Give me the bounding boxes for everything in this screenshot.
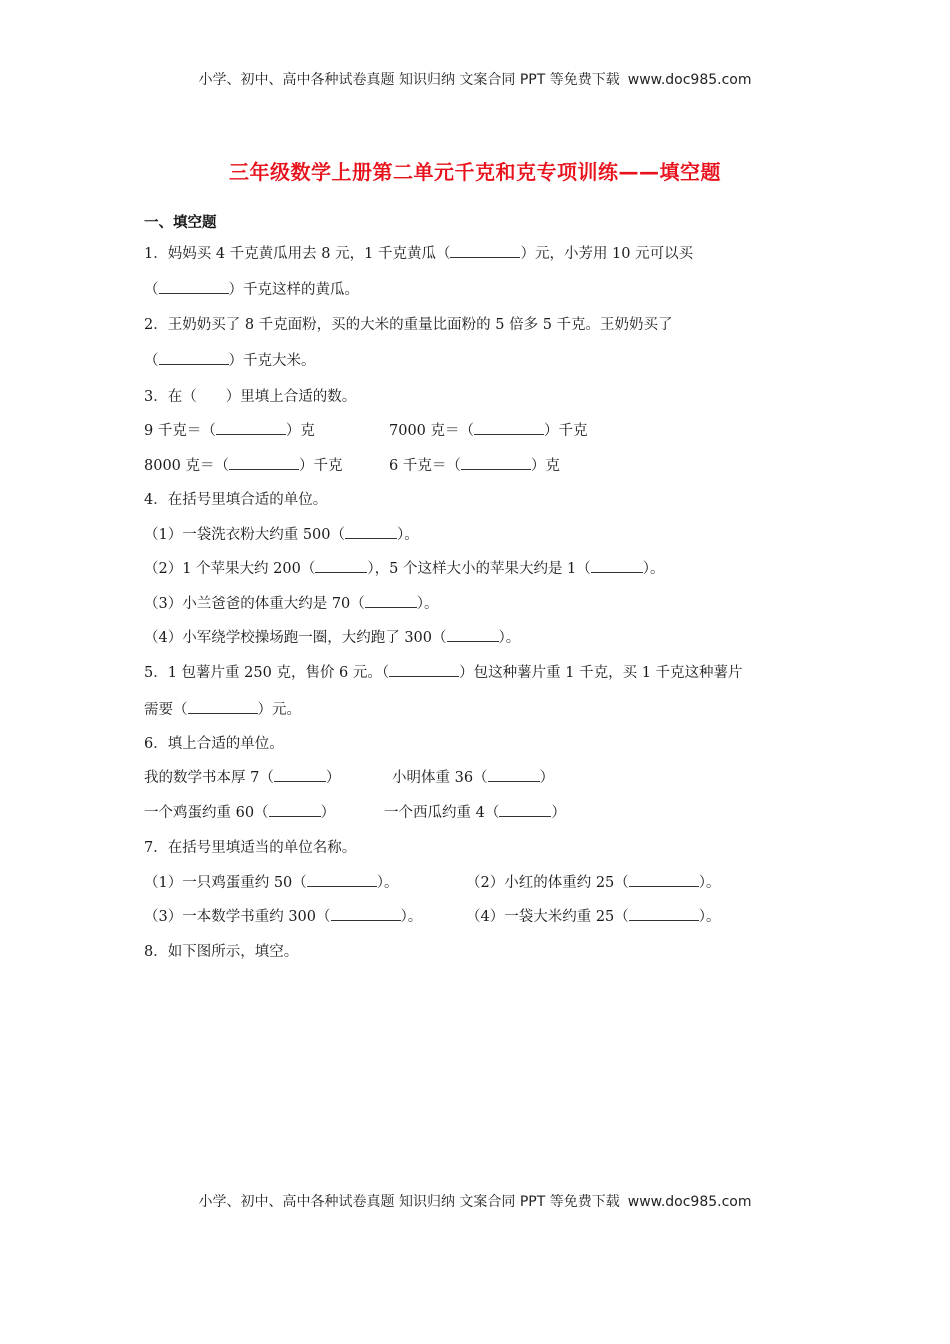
q7-item3-post: ）。 [400, 909, 423, 925]
q1-text-c: （ [144, 282, 159, 298]
question-2-line-1: 2．王奶奶买了 8 千克面粉，买的大米的重量比面粉的 5 倍多 5 千克。王奶奶买了 [144, 317, 673, 333]
q4-sub1-post: ）。 [397, 527, 419, 543]
q6-item4-pre: 一个西瓜约重 4（ [384, 805, 500, 821]
q1-text-b: ）元，小芳用 10 元可以买 [520, 246, 694, 262]
banner-text: 小学、初中、高中各种试卷真题 知识归纳 文案合同 PPT 等免费下载 [198, 1194, 620, 1210]
q7-blank-3[interactable] [331, 907, 401, 921]
question-6-item-1 [144, 768, 340, 788]
q6-item1-pre: 我的数学书本厚 7（ [144, 770, 274, 786]
banner-text: 小学、初中、高中各种试卷真题 知识归纳 文案合同 PPT 等免费下载 [198, 72, 620, 88]
q7-item3-pre: （3）一本数学书重约 300（ [144, 909, 331, 925]
q6-blank-2[interactable] [488, 768, 540, 782]
question-1-line-1 [144, 244, 693, 264]
section-heading: 一、填空题 [144, 215, 217, 231]
q5-blank-2[interactable] [188, 700, 258, 714]
banner-url[interactable]: www.doc985.com [627, 1194, 752, 1210]
question-4-sub-2 [144, 559, 665, 579]
q4-blank-4[interactable] [365, 594, 417, 608]
q4-sub1-pre: （1）一袋洗衣粉大约重 500（ [144, 527, 346, 543]
q6-item1-post: ） [325, 770, 341, 786]
q7-blank-1[interactable] [307, 873, 377, 887]
q4-blank-1[interactable] [345, 525, 397, 539]
question-4-sub-1 [144, 525, 419, 545]
q3-item4-post: ）克 [530, 458, 560, 474]
q6-item3-post: ） [320, 805, 336, 821]
q1-blank-2[interactable] [159, 280, 229, 294]
q3-blank-1[interactable] [216, 421, 286, 435]
question-7-item-3 [144, 907, 422, 927]
q3-item3-pre: 8000 克＝（ [144, 458, 230, 474]
document-title: 三年级数学上册第二单元千克和克专项训练——填空题 [229, 160, 721, 184]
question-4-sub-4 [144, 628, 520, 648]
q4-sub4-post: ）。 [498, 630, 521, 646]
question-3-item-3 [144, 456, 343, 476]
q3-blank-4[interactable] [461, 456, 531, 470]
q3-blank-2[interactable] [474, 421, 544, 435]
q3-item1-pre: 9 千克＝（ [144, 423, 216, 439]
q3-item4-pre: 6 千克＝（ [389, 458, 461, 474]
question-5-line-1 [144, 663, 743, 683]
q4-sub3-pre: （3）小兰爸爸的体重大约是 70（ [144, 596, 365, 612]
q5-text-c: 需要（ [144, 702, 188, 718]
q4-blank-5[interactable] [447, 628, 499, 642]
footer-banner [0, 1191, 950, 1211]
question-5-line-2 [144, 700, 301, 720]
question-7-item-1 [144, 873, 399, 893]
question-3-item-1 [144, 421, 315, 441]
question-1-line-2 [144, 280, 359, 300]
q6-blank-1[interactable] [274, 768, 326, 782]
header-banner [0, 69, 950, 89]
q4-sub2-mid: ），5 个这样大小的苹果大约是 1（ [367, 561, 591, 577]
q7-item1-pre: （1）一只鸡蛋重约 50（ [144, 875, 307, 891]
q6-blank-3[interactable] [269, 803, 321, 817]
q2-text-b: ）千克大米。 [228, 353, 316, 369]
q7-item2-pre: （2）小红的体重约 25（ [466, 875, 629, 891]
question-6-item-4 [384, 803, 566, 823]
question-4-sub-3 [144, 594, 439, 614]
q4-blank-3[interactable] [591, 559, 643, 573]
q7-item1-post: ）。 [376, 875, 399, 891]
q5-text-d: ）元。 [257, 702, 301, 718]
banner-url[interactable]: www.doc985.com [627, 72, 752, 88]
q7-item2-post: ）。 [698, 875, 721, 891]
question-7-item-2 [466, 873, 721, 893]
q5-text-b: ）包这种薯片重 1 千克，买 1 千克这种薯片 [459, 665, 743, 681]
question-3-item-2 [389, 421, 588, 441]
q3-item3-post: ）千克 [299, 458, 343, 474]
q1-text-a: 1．妈妈买 4 千克黄瓜用去 8 元，1 千克黄瓜（ [144, 246, 451, 262]
question-7-prompt: 7．在括号里填适当的单位名称。 [144, 840, 357, 856]
question-8-prompt: 8．如下图所示，填空。 [144, 944, 299, 960]
q3-item2-pre: 7000 克＝（ [389, 423, 475, 439]
q6-blank-4[interactable] [499, 803, 551, 817]
q7-item4-pre: （4）一袋大米约重 25（ [466, 909, 629, 925]
q7-blank-2[interactable] [629, 873, 699, 887]
q3-item2-post: ）千克 [544, 423, 588, 439]
q6-item4-post: ） [551, 805, 566, 821]
question-6-item-3 [144, 803, 335, 823]
question-6-item-2 [392, 768, 554, 788]
q2-blank-1[interactable] [159, 351, 229, 365]
q5-blank-1[interactable] [389, 663, 459, 677]
q1-blank-1[interactable] [450, 244, 520, 258]
q4-sub2-pre: （2）1 个苹果大约 200（ [144, 561, 316, 577]
q7-item4-post: ）。 [698, 909, 721, 925]
q4-sub4-pre: （4）小军绕学校操场跑一圈，大约跑了 300（ [144, 630, 447, 646]
q2-text-a: （ [144, 353, 159, 369]
question-4-prompt: 4．在括号里填合适的单位。 [144, 492, 328, 508]
question-3-prompt: 3．在（ ）里填上合适的数。 [144, 389, 357, 405]
q4-sub3-post: ）。 [416, 596, 439, 612]
question-2-line-2 [144, 351, 316, 371]
q7-blank-4[interactable] [629, 907, 699, 921]
q4-blank-2[interactable] [315, 559, 367, 573]
q6-item2-post: ） [539, 770, 555, 786]
question-7-item-4 [466, 907, 721, 927]
q6-item3-pre: 一个鸡蛋约重 60（ [144, 805, 269, 821]
q4-sub2-post: ）。 [642, 561, 665, 577]
q6-item2-pre: 小明体重 36（ [392, 770, 488, 786]
q3-blank-3[interactable] [229, 456, 299, 470]
q1-text-d: ）千克这样的黄瓜。 [228, 282, 359, 298]
question-6-prompt: 6．填上合适的单位。 [144, 736, 284, 752]
question-3-item-4 [389, 456, 560, 476]
q5-text-a: 5．1 包薯片重 250 克，售价 6 元。（ [144, 665, 390, 681]
q3-item1-post: ）克 [285, 423, 315, 439]
